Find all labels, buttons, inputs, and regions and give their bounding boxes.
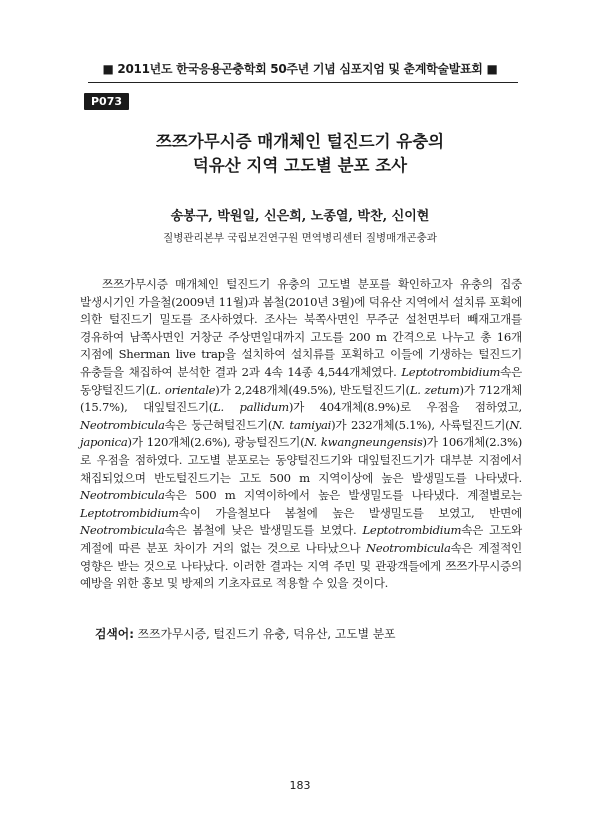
abstract-text: )가 2,248개체(49.5%), 반도털진드기(: [215, 382, 410, 397]
genus-name: Leptotrombidium: [80, 505, 179, 520]
conference-header: ■ 2011년도 한국응용곤충학회 50주년 기념 심포지엄 및 춘계학술발표회 ■: [102, 62, 498, 76]
abstract-text: )가 712개체(15.7%), 대잎털진드기(: [80, 382, 522, 415]
abstract-text: )가 120개체(2.6%), 광능털진드기(: [127, 435, 305, 450]
abstract-text: 쯔쯔가무시증 매개체인 털진드기 유충의 고도별 분포를 확인하고자 유충의 집중 발생시기인 가을철(2009년 11월)과 봄철(2010년 3월)에 덕유산 지역에서 설치류 포획에 의한 털진드기 밀도를 조사하였다. 조사는 북쪽사면인 무주군 설천면부터 빼재고개를 경유하여 남쪽사면인 거창군 주상면일대까지 고도를 200 m 간격으로 나누고 총 16개 지점에 Sherman live trap을 설치하여 설치류를 포획하고 이들에 기생하는 털진드기 유충들을 채집하여 분석한 결과 2과 4속 14종 4,544개체였다.: [80, 277, 522, 379]
keywords-label: 검색어:: [95, 627, 134, 641]
author-list: 송봉구, 박원일, 신은희, 노종열, 박찬, 신이현: [170, 209, 430, 224]
abstract-text: 속은 동양털진드기(: [80, 364, 522, 397]
header-rule: [88, 82, 518, 83]
genus-name: Leptotrombidium: [362, 523, 462, 538]
genus-name: Neotrombicula: [366, 540, 451, 555]
affiliation: 질병관리본부 국립보건연구원 면역병리센터 질병매개곤충과: [163, 232, 437, 244]
species-name: N. japonica: [80, 417, 523, 450]
species-name: L. zetum: [409, 382, 460, 397]
paper-title: [0, 130, 600, 178]
page-number: 183: [289, 779, 311, 792]
genus-name: Neotrombicula: [80, 417, 165, 432]
genus-name: Neotrombicula: [80, 523, 165, 538]
abstract-text: )가 232개체(5.1%), 사륙털진드기(: [331, 417, 510, 432]
title-line-1: 쯔쯔가무시증 매개체인 털진드기 유충의: [155, 132, 445, 151]
poster-code-badge: P073: [84, 93, 129, 110]
keywords-text: 쯔쯔가무시증, 털진드기 유충, 덕유산, 고도별 분포: [133, 627, 396, 641]
abstract-text: )가 106개체(2.3%)로 우점을 점하였다. 고도별 분포로는 동양털진드기와 대잎털진드기가 대부분 지점에서 채집되었으며 반도털진드기는 고도 500 m 지역이상에 높은 발생밀도를 나타냈다.: [80, 435, 522, 485]
title-line-2: 덕유산 지역 고도별 분포 조사: [192, 156, 408, 175]
abstract-text: 속은 500 m 지역이하에서 높은 발생밀도를 나타냈다. 계절별로는: [164, 488, 522, 503]
species-name: N. tamiyai: [272, 417, 332, 432]
genus-name: Neotrombicula: [80, 488, 165, 503]
species-name: L. orientale: [149, 382, 216, 397]
abstract-text: 속은 둥근혀털진드기(: [164, 417, 273, 432]
species-name: L. pallidum: [213, 400, 289, 415]
abstract-text: 속은 봄철에 낮은 발생밀도를 보였다.: [164, 523, 363, 538]
abstract-text: 속은 고도와 계절에 따른 분포 차이가 거의 없는 것으로 나타났으나: [80, 523, 522, 555]
abstract-text: 속이 가을철보다 봄철에 높은 발생밀도를 보였고, 반면에: [178, 505, 522, 520]
abstract-text: )가 404개체(8.9%)로 우점을 점하였고,: [288, 400, 522, 415]
species-name: N. kwangneungensis: [304, 435, 423, 450]
abstract-text: 속은 계절적인 영향은 받는 것으로 나타났다. 이러한 결과는 지역 주민 및 관광객들에게 쯔쯔가무시증의 예방을 위한 홍보 및 방제의 기초자료로 적용할 수 있을 것이다.: [80, 540, 522, 591]
genus-name: Leptotrombidium: [401, 364, 501, 379]
abstract-body: [80, 276, 522, 593]
keywords-line: [95, 625, 525, 642]
